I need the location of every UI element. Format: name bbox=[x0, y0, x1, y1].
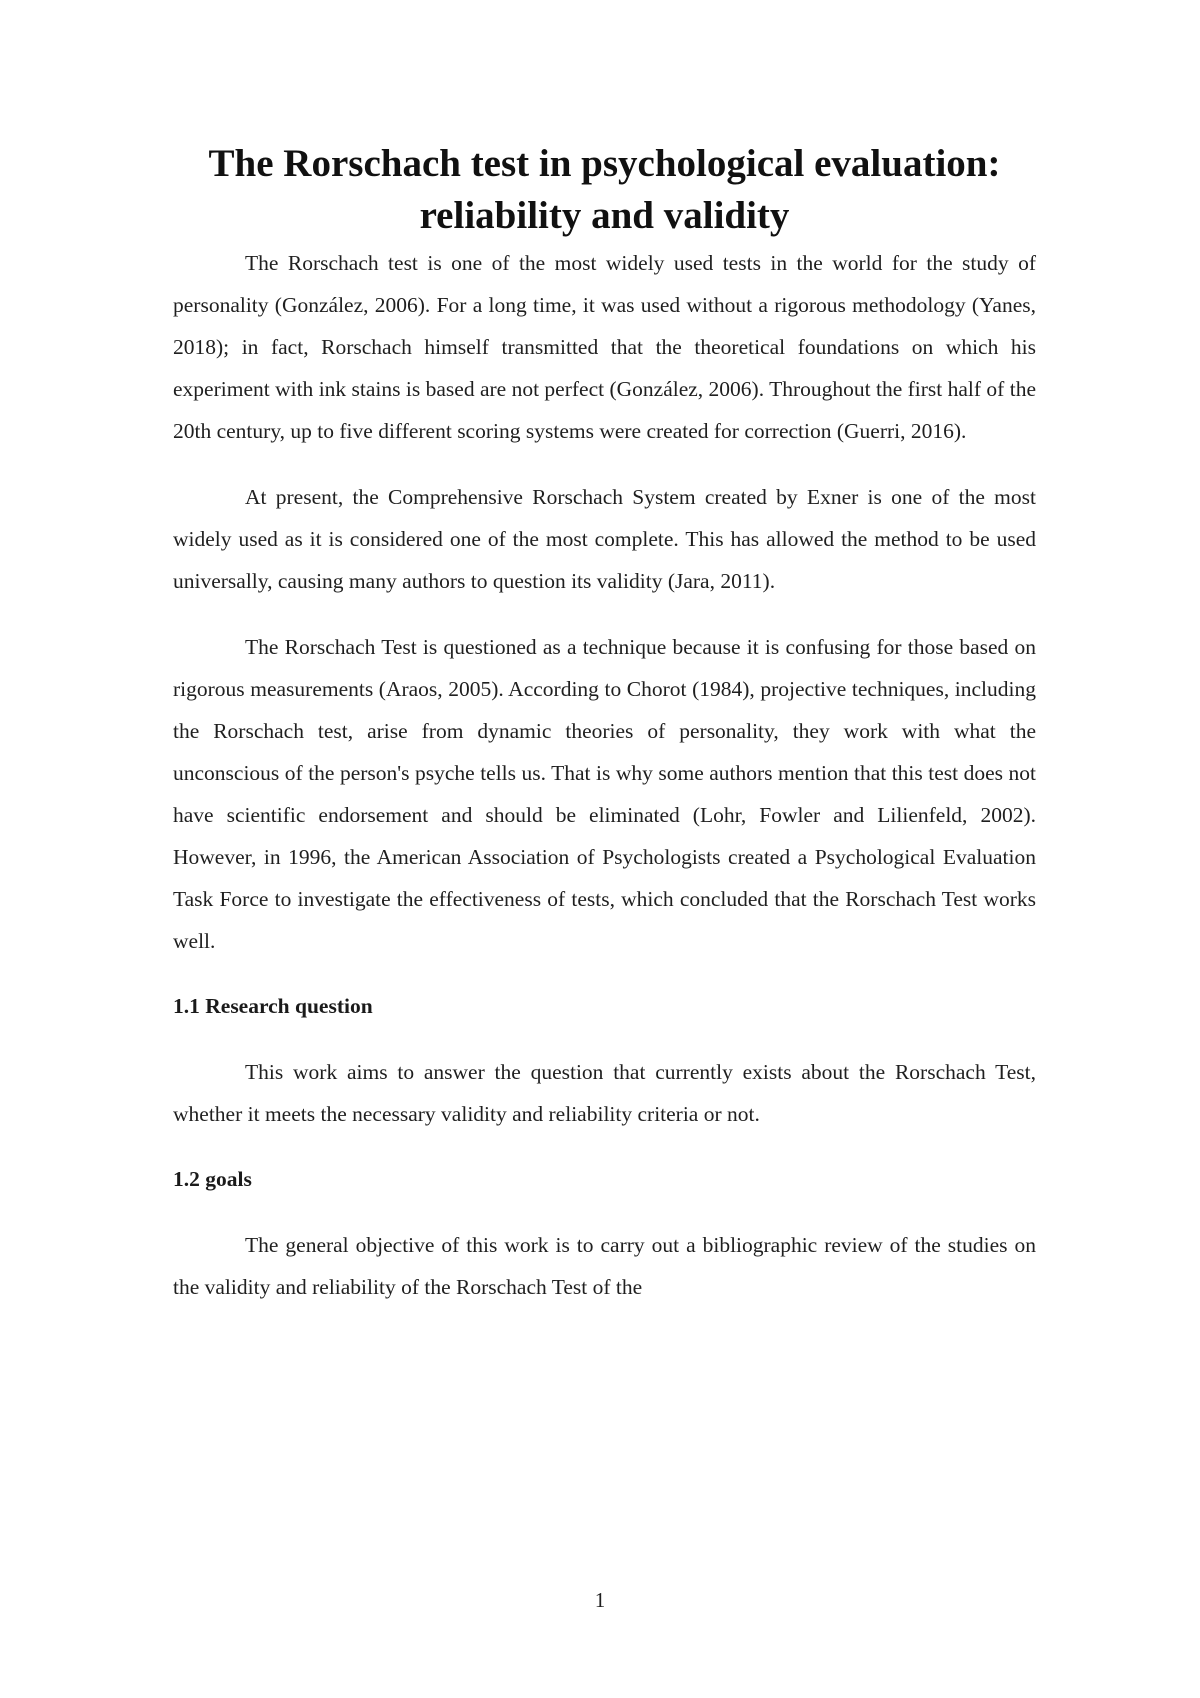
title-line-2: reliability and validity bbox=[419, 194, 790, 237]
section-heading-research-question: 1.1 Research question bbox=[173, 994, 373, 1018]
intro-paragraph-2: At present, the Comprehensive Rorschach System created by Exner is one of the most widely used as it is considered one of the most complete. This has allowed the method to be used universally, causing many authors to question its validity (Jara, 2011). bbox=[173, 485, 1036, 593]
research-question-paragraph: This work aims to answer the question that currently exists about the Rorschach Test, whether it meets the necessary validity and reliability criteria or not. bbox=[173, 1060, 1036, 1126]
goals-paragraph: The general objective of this work is to carry out a bibliographic review of the studies on the validity and reliability of the Rorschach Test of the bbox=[173, 1233, 1036, 1299]
intro-paragraph-1: The Rorschach test is one of the most widely used tests in the world for the study of personality (González, 2006). For a long time, it was used without a rigorous methodology (Yanes, 2018); in fact, Rorschach himself transmitted that the theoretical foundations on which his experiment with ink stains is based are not perfect (González, 2006). Throughout the first half of the 20th century, up to five different scoring systems were created for correction (Guerri, 2016). bbox=[173, 251, 1036, 443]
section-heading-goals: 1.2 goals bbox=[173, 1167, 252, 1191]
page-number: 1 bbox=[594, 1588, 606, 1612]
page-content bbox=[173, 138, 1036, 1308]
title-line-1: The Rorschach test in psychological evaluation: bbox=[208, 142, 1001, 185]
document-title bbox=[173, 138, 1036, 242]
intro-paragraph-3: The Rorschach Test is questioned as a technique because it is confusing for those based on rigorous measurements (Araos, 2005). According to Chorot (1984), projective techniques, including the Rorschach test, arise from dynamic theories of personality, they work with what the unconscious of the person's psyche tells us. That is why some authors mention that this test does not have scientific endorsement and should be eliminated (Lohr, Fowler and Lilienfeld, 2002). However, in 1996, the American Association of Psychologists created a Psychological Evaluation Task Force to investigate the effectiveness of tests, which concluded that the Rorschach Test works well. bbox=[173, 635, 1036, 953]
